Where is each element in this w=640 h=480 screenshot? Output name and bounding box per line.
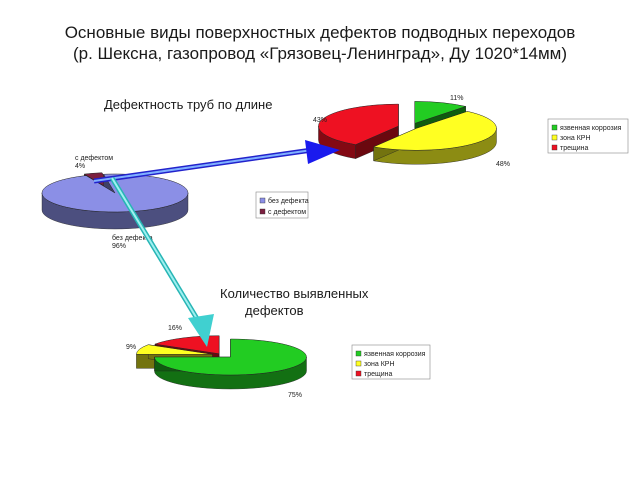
chart-subtitle-count-line1: Количество выявленных <box>220 286 369 301</box>
pie-data-label: с дефектом 4% <box>75 155 114 170</box>
arrow-to-length-shaft-highlight <box>94 150 312 181</box>
chart-subtitle-count-line2: дефектов <box>245 303 304 318</box>
legend-swatch <box>356 351 361 356</box>
chart-defect-length <box>312 95 630 168</box>
pie-data-label: 43% <box>313 117 328 124</box>
pie-data-label: 48% <box>496 161 511 168</box>
pie-data-label: 11% <box>450 95 464 102</box>
pie-data-label: 16% <box>168 325 183 332</box>
title-line-1: Основные виды поверхностных дефектов подводных переходов <box>64 23 576 42</box>
legend-item: с дефектом <box>268 209 307 216</box>
legend-swatch <box>552 145 557 150</box>
legend-item: без дефекта <box>268 198 309 205</box>
legend-swatch <box>356 361 361 366</box>
pie-data-label: 75% <box>288 392 303 399</box>
legend-swatch <box>260 209 265 214</box>
legend-item: зона КРН <box>364 361 395 368</box>
arrows-group <box>94 140 340 347</box>
legend-swatch <box>552 125 557 130</box>
chart-subtitle-length: Дефектность труб по длине <box>104 97 273 112</box>
legend-swatch <box>552 135 557 140</box>
pie-data-label: 9% <box>126 344 137 351</box>
legend-item: зона КРН <box>560 135 591 142</box>
legend-swatch <box>260 198 265 203</box>
legend-item: язвенная коррозия <box>364 351 426 358</box>
legend-item: трещина <box>364 371 393 378</box>
legend-item: трещина <box>560 145 589 152</box>
legend-swatch <box>356 371 361 376</box>
chart-defect-count <box>126 322 430 404</box>
pie-data-label: без дефекта 96% <box>112 235 153 250</box>
title-line-2: (р. Шексна, газопровод «Грязовец-Ленинград», Ду 1020*14мм) <box>72 44 568 63</box>
legend-item: язвенная коррозия <box>560 125 622 132</box>
